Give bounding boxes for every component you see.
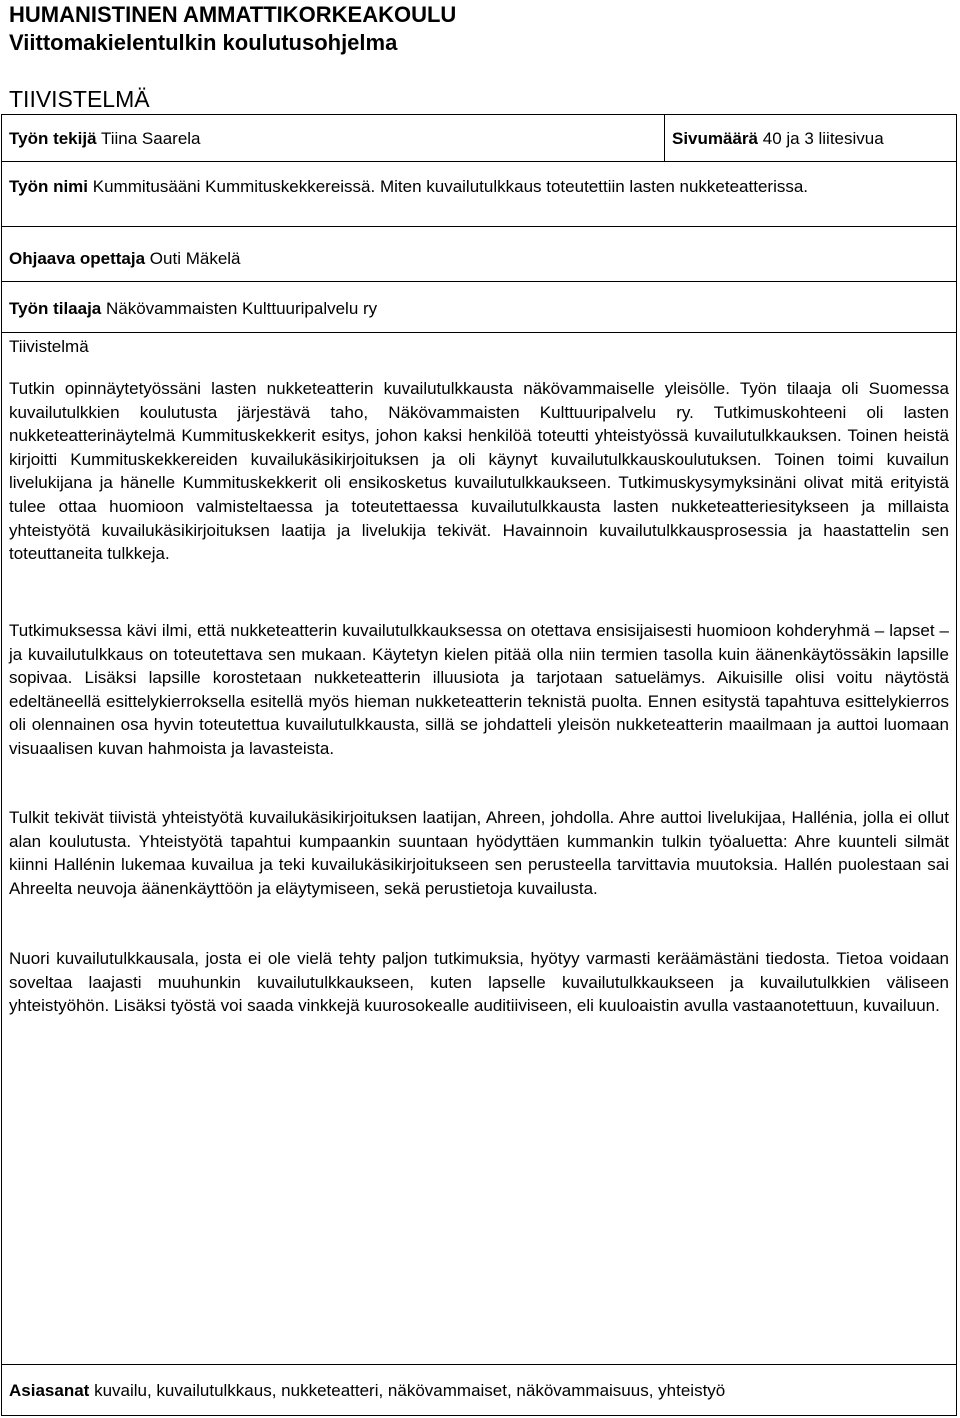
author-label: Työn tekijä xyxy=(9,129,97,148)
work-title-field xyxy=(9,175,949,198)
author-pages-divider xyxy=(664,114,665,162)
commissioner-field xyxy=(9,297,377,320)
pages-field xyxy=(672,127,884,150)
abstract-paragraph-3: Tulkit tekivät tiivistä yhteistyötä kuvailukäsikirjoituksen laatijan, Ahreen, johdolla. Ahre auttoi livelukijaa, Hallénia, jolla ei ollut alan koulutusta. Yhteistyötä tapahtui kumpaankin suuntaan hyödyttäen kummankin tulkin työaluetta: Ahre kuunteli silmät kiinni Hallénin lukemaa kuvailua ja teki kuvailukäsikirjoitukseen sen perusteella tarvittavia muutoksia. Hallén puolestaan sai Ahreelta neuvoja äänenkäyttöön ja eläytymiseen, sekä perustietoja kuvailusta. xyxy=(9,808,949,898)
pages-label: Sivumäärä xyxy=(672,129,758,148)
author-value: Tiina Saarela xyxy=(100,129,201,148)
supervisor-label: Ohjaava opettaja xyxy=(9,249,146,268)
row-divider-commissioner xyxy=(1,332,957,333)
supervisor-value: Outi Mäkelä xyxy=(149,249,241,268)
row-divider-abstract xyxy=(1,1364,957,1365)
pages-value: 40 ja 3 liitesivua xyxy=(762,129,884,148)
commissioner-value: Näkövammaisten Kulttuuripalvelu ry xyxy=(106,299,378,318)
keywords-field xyxy=(9,1379,725,1402)
row-divider-title xyxy=(1,226,957,227)
work-title-value: Kummitusääni Kummituskekkereissä. Miten kuvailutulkkaus toteutettiin lasten nukketeatterissa. xyxy=(92,177,809,196)
keywords-value: kuvailu, kuvailutulkkaus, nukketeatteri, näkövammaiset, näkövammaisuus, yhteistyö xyxy=(94,1381,726,1400)
abstract-paragraph-4: Nuori kuvailutulkkausala, josta ei ole vielä tehty paljon tutkimuksia, hyötyy varmasti keräämästäni tiedosta. Tietoa voidaan soveltaa laajasti muuhunkin kuvailutulkkaukseen, kuten lapselle kuvailutulkkaukseen ja kuvailutulkkien väliseen yhteistyöhön. Lisäksi työstä voi saada vinkkejä kuurosokealle auditiiviseen, eli kuuloaistin avulla vastaanotettuun, kuvailuun. xyxy=(9,949,949,1016)
commissioner-label: Työn tilaaja xyxy=(9,299,102,318)
keywords-label: Asiasanat xyxy=(9,1381,90,1400)
programme-name: Viittomakielentulkin koulutusohjelma xyxy=(9,30,398,55)
row-divider-supervisor xyxy=(1,281,957,282)
abstract-paragraph-1: Tutkin opinnäytetyössäni lasten nukketeatterin kuvailutulkkausta näkövammaiselle yleisölle. Työn tilaaja oli Suomessa kuvailutulkkien koulutusta järjestävä taho, Näkövammaisten Kulttuuripalvelu ry. Tutkimuskohteeni oli lasten nukketeatterinäytelmä Kummituskekkerit esitys, johon kaksi henkilöä toteutti yhteistyössä kuvailutulkkauksen. Toinen heistä kirjoitti Kummituskekkereiden kuvailukäsikirjoituksen ja oli käynyt kuvailutulkkauskoulutuksen. Toinen toimi kuvailun livelukijana ja hänelle Kummituskekkerit oli ensikosketus kuvailutulkkaukseen. Tutkimuskysymyksinäni olivat mitä erityistä tulee ottaa huomioon valmisteltaessa ja toteutettaessa kuvailutulkkausta lasten nukketeatteriesitykseen ja millaista yhteistyötä kuvailukäsikirjoituksen laatija ja livelukija tekivät. Havainnoin kuvailutulkkausprosessia ja haastattelin sen toteuttaneita tulkkeja. xyxy=(9,379,949,564)
row-divider-author xyxy=(1,161,957,162)
author-field xyxy=(9,127,201,150)
abstract-heading: Tiivistelmä xyxy=(9,337,89,356)
document-title: TIIVISTELMÄ xyxy=(9,86,150,112)
institution-name: HUMANISTINEN AMMATTIKORKEAKOULU xyxy=(9,2,457,27)
abstract-paragraph-2: Tutkimuksessa kävi ilmi, että nukketeatterin kuvailutulkkauksessa on otettava ensisijaisesti huomioon kohderyhmä – lapset – ja kuvailutulkkaus on toteutettava sen mukaan. Käytetyn kielen pitää olla niin termien tasolla kuin äänenkäytössäkin lapsille sopivaa. Lisäksi lapsille korostetaan nukketeatterin illuusiota ja tarjotaan satuelämys. Aikuisille olisi voitu näytöstä edeltäneellä esittelykierroksella esitellä myös hieman nukketeatterin teknistä puolta. Ennen esitystä tapahtuva esittelykierros oli olennainen osa hyvin toteutettua kuvailutulkkausta, sillä se johdatteli yleisön nukketeatterin maailmaan ja auttoi luomaan visuaalisen kuvan hahmoista ja lavasteista. xyxy=(9,621,949,758)
supervisor-field xyxy=(9,247,241,270)
work-title-label: Työn nimi xyxy=(9,177,89,196)
